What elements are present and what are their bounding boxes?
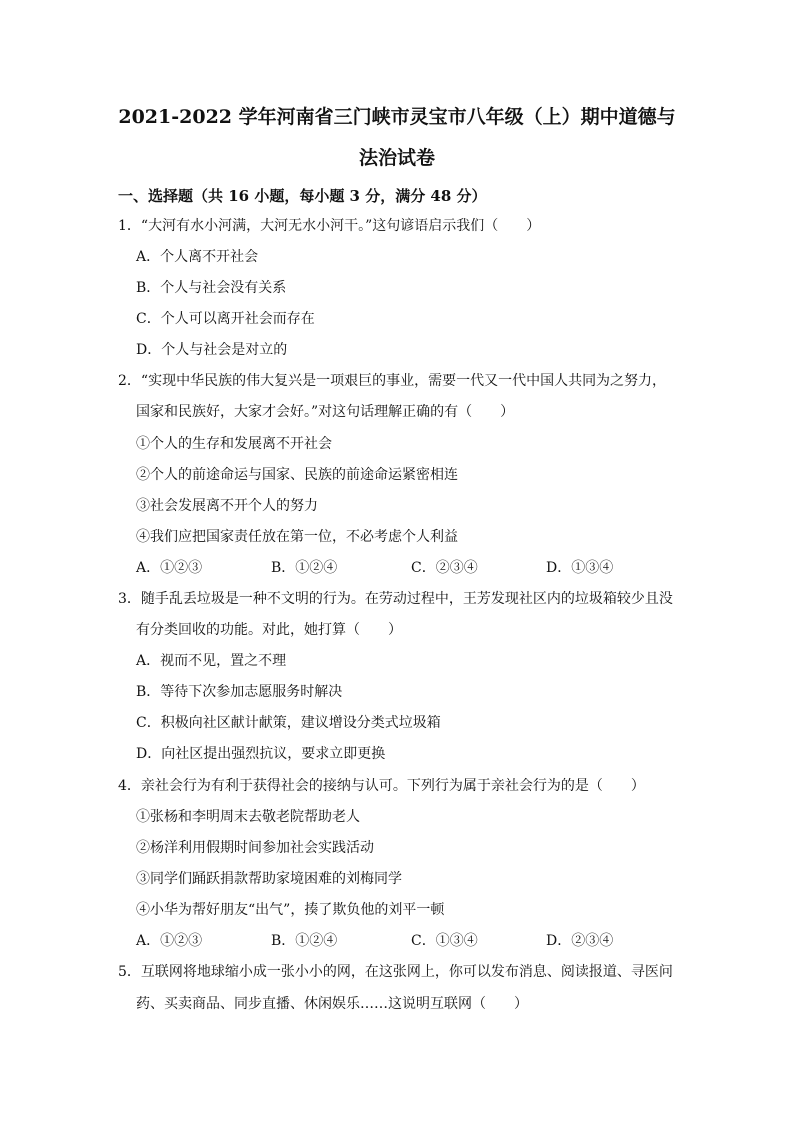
question-4-item-3: ③同学们踊跃捐款帮助家境困难的刘梅同学 [136,871,402,887]
question-3-option-d: D．向社区提出强烈抗议，要求立即更换 [136,746,386,762]
question-4-choice-d: D．②③④ [546,933,614,949]
question-4-item-1: ①张杨和李明周末去敬老院帮助老人 [136,809,360,825]
question-4-choice-b: B．①②④ [271,933,338,949]
question-1-option-c: C．个人可以离开社会而存在 [136,311,315,327]
question-5-stem-line-1: 5．互联网将地球缩小成一张小小的网，在这张网上，你可以发布消息、阅读报道、寻医问 [118,964,673,980]
question-4-choice-a: A．①②③ [136,933,203,949]
question-3-stem-line-2: 有分类回收的功能。对此，她打算（ ） [136,622,402,638]
exam-title-line-2: 法治试卷 [358,147,435,169]
question-2-item-3: ③社会发展离不开个人的努力 [136,498,318,514]
question-1-stem: 1．“大河有水小河满，大河无水小河干。”这句谚语启示我们（ ） [118,218,541,234]
question-1-option-a: A．个人离不开社会 [136,249,259,265]
question-4-stem: 4．亲社会行为有利于获得社会的接纳与认可。下列行为属于亲社会行为的是（ ） [118,778,645,794]
question-5-stem-line-2: 药、买卖商品、同步直播、休闲娱乐……这说明互联网（ ） [136,996,528,1012]
question-3-option-a: A．视而不见，置之不理 [136,653,287,669]
question-2-choice-b: B．①②④ [271,560,338,576]
question-2-stem-line-1: 2．“实现中华民族的伟大复兴是一项艰巨的事业，需要一代又一代中国人共同为之努力， [118,373,667,389]
question-3-option-b: B．等待下次参加志愿服务时解决 [136,684,343,700]
question-3-stem-line-1: 3．随手乱丢垃圾是一种不文明的行为。在劳动过程中，王芳发现社区内的垃圾箱较少且没 [118,591,673,607]
question-3-option-c: C．积极向社区献计献策，建议增设分类式垃圾箱 [136,715,441,731]
exam-title-line-1: 2021-2022 学年河南省三门峡市灵宝市八年级（上）期中道德与 [118,106,676,128]
question-4-item-2: ②杨洋利用假期时间参加社会实践活动 [136,840,374,856]
section-heading: 一、选择题（共 16 小题，每小题 3 分，满分 48 分） [118,187,487,205]
question-2-choice-a: A．①②③ [136,560,203,576]
question-2-item-2: ②个人的前途命运与国家、民族的前途命运紧密相连 [136,467,458,483]
question-1-option-d: D．个人与社会是对立的 [136,342,288,358]
question-2-item-4: ④我们应把国家责任放在第一位，不必考虑个人利益 [136,529,458,545]
question-1-option-b: B．个人与社会没有关系 [136,280,287,296]
question-2-choice-c: C．②③④ [411,560,478,576]
question-2-item-1: ①个人的生存和发展离不开社会 [136,436,332,452]
question-4-choice-c: C．①③④ [411,933,478,949]
question-4-item-4: ④小华为帮好朋友“出气”，揍了欺负他的刘平一顿 [136,902,445,918]
question-2-choice-d: D．①③④ [546,560,614,576]
question-2-stem-line-2: 国家和民族好，大家才会好。”对这句话理解正确的有（ ） [136,404,515,420]
